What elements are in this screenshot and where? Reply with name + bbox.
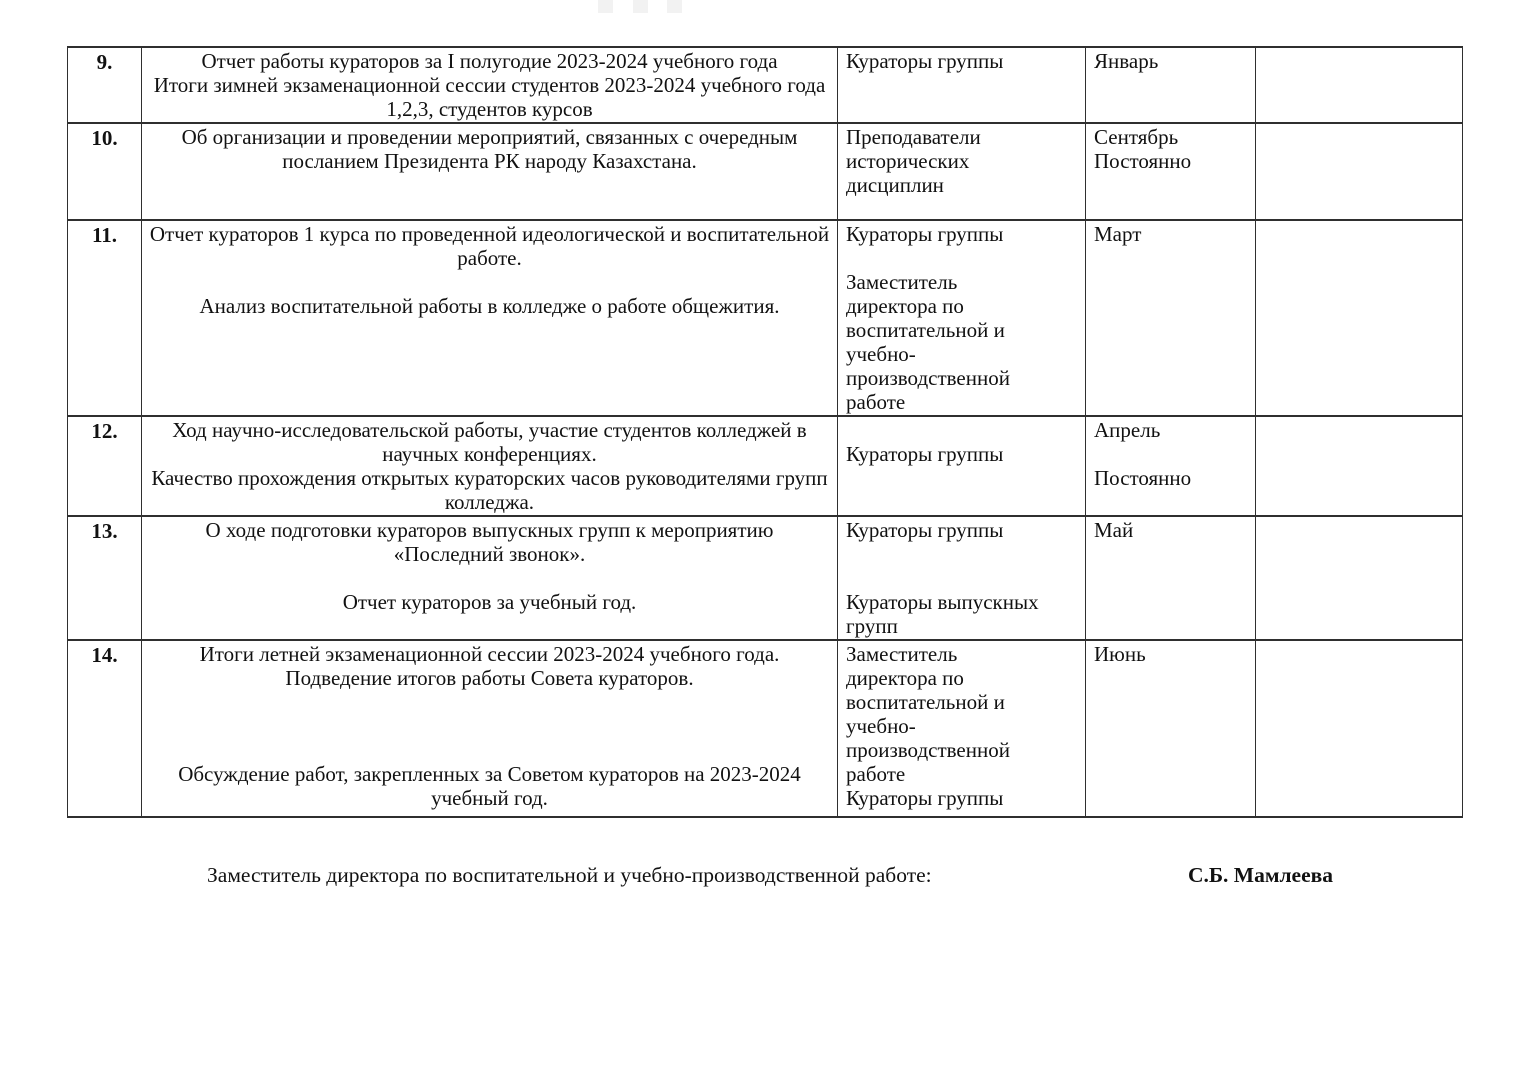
paragraph: Сентябрь — [1094, 125, 1179, 149]
cell-activity — [142, 123, 838, 220]
cell-note — [1256, 416, 1463, 516]
cell-activity — [142, 516, 838, 640]
paragraph — [846, 418, 1049, 442]
cell-timing — [1086, 416, 1256, 516]
paragraph — [846, 566, 1049, 590]
cell-responsible — [838, 220, 1086, 416]
cell-responsible — [838, 516, 1086, 640]
cell-number: 10. — [68, 123, 142, 220]
paragraph: Кураторы группы — [846, 442, 1004, 466]
cell-responsible — [838, 640, 1086, 817]
signature-name: С.Б. Мамлеева — [1187, 863, 1333, 887]
paragraph: Отчет кураторов за учебный год. — [342, 590, 637, 614]
table-row — [68, 516, 1463, 640]
paragraph: Кураторы выпускных групп — [846, 590, 1039, 638]
paragraph: Постоянно — [1094, 149, 1192, 173]
cell-number: 13. — [68, 516, 142, 640]
paragraph: Постоянно — [1094, 466, 1192, 490]
paragraph: Кураторы группы — [846, 49, 1004, 73]
cell-responsible — [838, 416, 1086, 516]
cell-activity — [142, 220, 838, 416]
table-row — [68, 416, 1463, 516]
cell-timing — [1086, 516, 1256, 640]
cell-number: 9. — [68, 47, 142, 123]
paragraph: Качество прохождения открытых кураторских часов руководителями групп колледжа. — [151, 466, 828, 514]
scan-artifact — [598, 0, 613, 13]
paragraph: Июнь — [1094, 642, 1146, 666]
cell-note — [1256, 123, 1463, 220]
signature-line — [67, 862, 1469, 888]
paragraph: Январь — [1094, 49, 1159, 73]
paragraph — [846, 246, 1049, 270]
paragraph: Май — [1094, 518, 1134, 542]
paragraph: Подведение итогов работы Совета кураторов. — [285, 666, 694, 690]
cell-number: 14. — [68, 640, 142, 817]
cell-activity — [142, 47, 838, 123]
paragraph: Март — [1094, 222, 1142, 246]
paragraph — [148, 690, 831, 714]
paragraph — [1094, 442, 1247, 466]
paragraph: Заместитель директора по воспитательной и учебно-производственной работе — [846, 642, 1010, 786]
paragraph: О ходе подготовки кураторов выпускных групп к мероприятию «Последний звонок». — [205, 518, 774, 566]
signature-label: Заместитель директора по воспитательной и учебно-производственной работе: — [207, 863, 932, 887]
cell-timing — [1086, 220, 1256, 416]
cell-note — [1256, 640, 1463, 817]
cell-note — [1256, 516, 1463, 640]
paragraph: Кураторы группы — [846, 222, 1004, 246]
paragraph — [148, 714, 831, 738]
paragraph: Кураторы группы — [846, 518, 1004, 542]
cell-note — [1256, 220, 1463, 416]
table-row — [68, 220, 1463, 416]
paragraph — [148, 738, 831, 762]
paragraph: Отчет работы кураторов за I полугодие 2023-2024 учебного года — [201, 49, 778, 73]
paragraph: Кураторы группы — [846, 786, 1004, 810]
paragraph: Преподаватели исторических дисциплин — [846, 125, 981, 197]
scan-artifact — [633, 0, 648, 13]
table-row — [68, 640, 1463, 817]
paragraph — [148, 566, 831, 590]
cell-timing — [1086, 47, 1256, 123]
paragraph: Об организации и проведении мероприятий, связанных с очередным посланием Президента РК народу Казахстана. — [181, 125, 798, 173]
paragraph: Итоги летней экзаменационной сессии 2023-2024 учебного года. — [199, 642, 780, 666]
scan-artifact — [667, 0, 682, 13]
activity-plan-table — [67, 46, 1463, 818]
paragraph — [148, 270, 831, 294]
table-row — [68, 47, 1463, 123]
table-row — [68, 123, 1463, 220]
paragraph: Обсуждение работ, закрепленных за Советом кураторов на 2023-2024 учебный год. — [178, 762, 801, 810]
cell-activity — [142, 640, 838, 817]
cell-responsible — [838, 123, 1086, 220]
cell-note — [1256, 47, 1463, 123]
cell-timing — [1086, 123, 1256, 220]
paragraph: Анализ воспитательной работы в колледже о работе общежития. — [199, 294, 780, 318]
cell-timing — [1086, 640, 1256, 817]
cell-number: 11. — [68, 220, 142, 416]
cell-activity — [142, 416, 838, 516]
paragraph — [846, 542, 1049, 566]
cell-responsible — [838, 47, 1086, 123]
paragraph: Ход научно-исследовательской работы, участие студентов колледжей в научных конференциях. — [172, 418, 807, 466]
cell-number: 12. — [68, 416, 142, 516]
paragraph: Апрель — [1094, 418, 1161, 442]
paragraph: Итоги зимней экзаменационной сессии студентов 2023-2024 учебного года 1,2,3, студентов курсов — [153, 73, 826, 121]
paragraph: Заместитель директора по воспитательной и учебно-производственной работе — [846, 270, 1010, 414]
paragraph: Отчет кураторов 1 курса по проведенной идеологической и воспитательной работе. — [149, 222, 830, 270]
